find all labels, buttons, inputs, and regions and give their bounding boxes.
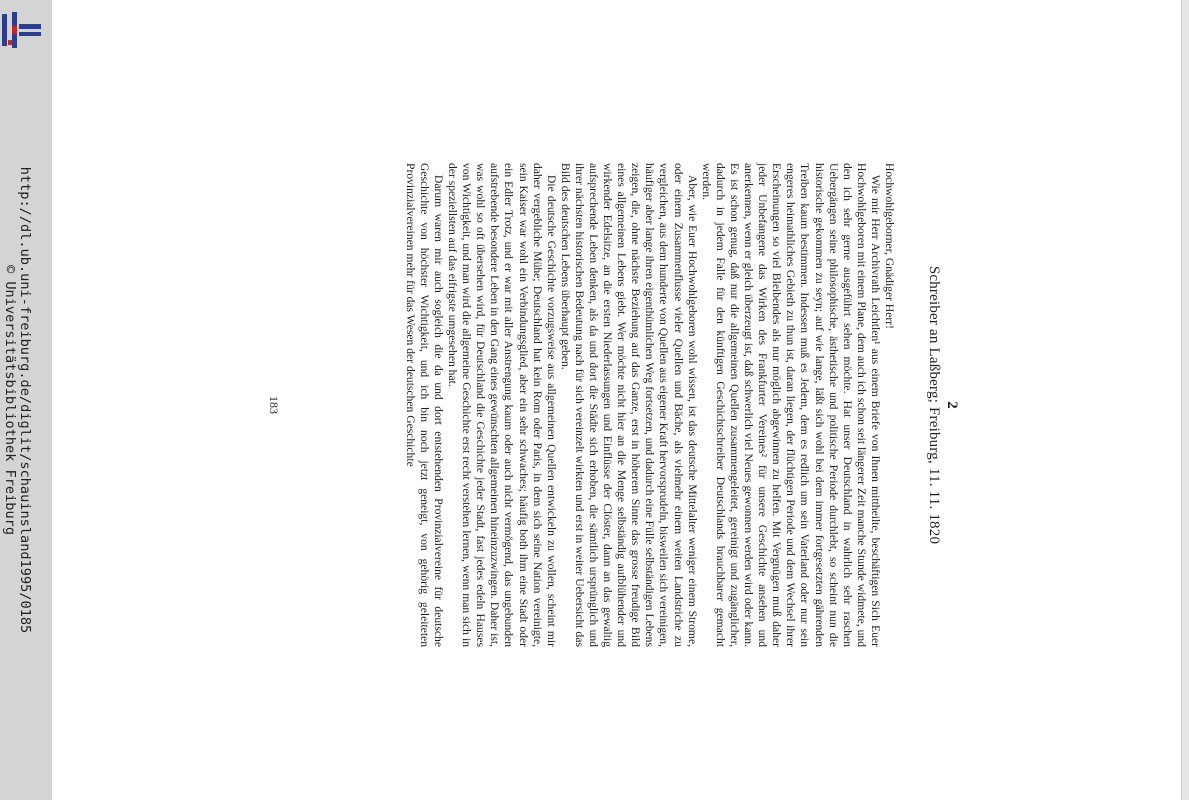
document-page <box>268 163 968 647</box>
letter-paragraph: Die deutsche Geschichte vorzugsweise aus allgemeinen Quellen entwickeln zu wollen, scheint mir daher vergebliche Mühe; Deutschland hat kein Rom oder Paris, in dem sich seine Nation vereinigte, sein Kaiser war wohl ein Verbindungsglied, aber ein sehr schwaches; häufig both ihm eine Stadt oder ein Edler Trotz, und er war mit aller Anstrengung kaum oder auch nicht vermögend, das ungebunden aufstrebende besondere Leben in den Gang eines gewünschten allgemeinen hineinzuzwingen. Daher ist, was wohl so oft übersehen wird, für Deutschland die Geschichte jeder Stadt, fast jedes edeln Hauses von Wichtigkeit, und man wird die allgemeine Geschichte erst recht verstehen lernen, wenn man sich in der speziellsten auf das eifrigste umgesehen hat. <box>446 163 558 647</box>
page-number: 183 <box>267 396 281 414</box>
document-title: Schreiber an Laßberg; Freiburg, 11. 11. 1820 <box>926 265 942 545</box>
letter-salutation: Hochwohlgeborner, Gnädiger Herr! <box>883 163 896 329</box>
letter-body <box>403 163 896 647</box>
ub-freiburg-logo-icon <box>0 10 44 50</box>
document-url[interactable]: http://dl.ub.uni-freiburg.de/diglit/schauinsland1995/0185 <box>17 166 33 634</box>
letter-paragraph: Darum waren mir auch sogleich die da und dort entstehenden Provinzialvereine für deutsche Geschichte von höchster Wichtigkeit, und ich bin noch jetzt geneigt, von gehörig geleiteten Provinzialvereinen mehr für das Wesen der deutschen Geschichte <box>403 163 445 647</box>
letter-paragraph: Wie mir Herr Archivrath Leichtlen¹ aus einem Briefe von Ihnen mittheilte, beschäftigen Sich Euer Hochwohlgeboren mit einem Plane, dem auch ich schon seit längerer Zeit manche Stunde widmete, und den ich sehr gerne ausgeführt sehen möchte. Hat unser Deutschland in wahrlich sehr raschen Uebergängen seine philosophische, ästhetische und politische Periode durchlebt, so scheint nun die historische gekommen zu seyn; auf wie lange, läßt sich wohl bei dem immer fortgesetzten gährenden Treiben kaum bestimmen. Indessen muß es Jedem, dem es redlich um sein Vaterland oder nur sein engeres heimathliches Gebieth zu thun ist, daran liegen, der flüchtigen Periode und dem Wechsel ihrer Erscheinungen so viel Bleibendes als nur möglich abgewinnen zu helfen. Mit Vergnügen muß daher jeder Unbefangene das Wirken des Frankfurter Vereines² für unsere Geschichte ansehen und anerkennen, wenn er gleich überzeugt ist, daß schwerlich viel Neues gewonnen werden wird oder kann. Es ist schon genug, daß nur die allgemeinen Quellen zusammengeleitet, gereinigt und zugänglicher, dadurch in jedem Falle für den künftigen Geschichtschreiber Deutschlands brauchbarer gemacht werden. <box>699 163 882 647</box>
scrollbar[interactable] <box>1181 0 1189 800</box>
viewer-sidebar <box>0 0 52 800</box>
document-number: 2 <box>944 401 960 409</box>
copyright-notice: © Universitätsbibliothek Freiburg <box>2 264 18 536</box>
letter-paragraph: Aber, wie Euer Hochwohlgeboren wohl wissen, ist das deutsche Mittelalter weniger einem Strome, oder einem Zusammenflusse vieler Quellen und Bäche, als vielmehr einem weiten Landstriche zu vergleichen, aus dem hunderte von Quellen aus eigener Kraft hervorsprudeln, bisweilen sich vereinigen, häufiger aber lange ihren eigenthümlichen Weg fortsetzen, und dadurch eine Fülle selbständigen Lebens zeigen, die, ohne nächste Beziehung auf das Ganze, erst in höherem Sinne das grosse freudige Bild eines allgemeinen Lebens giebt. Wer möchte nicht hier an die Menge selbständig aufblühender und wirkender Edelsitze, an die ersten Niederlassungen und Einflüsse der Clöster, dann an das gewaltig aufsprechende Leben denken, als da und dort die Städte sich erhoben, die sämtlich ursprünglich und ihrer nächsten historischen Bedeutung nach für sich vereinzelt wirkten und erst in weiter Uebersicht das Bild des deutschen Lebens überhaupt geben. <box>558 163 699 647</box>
